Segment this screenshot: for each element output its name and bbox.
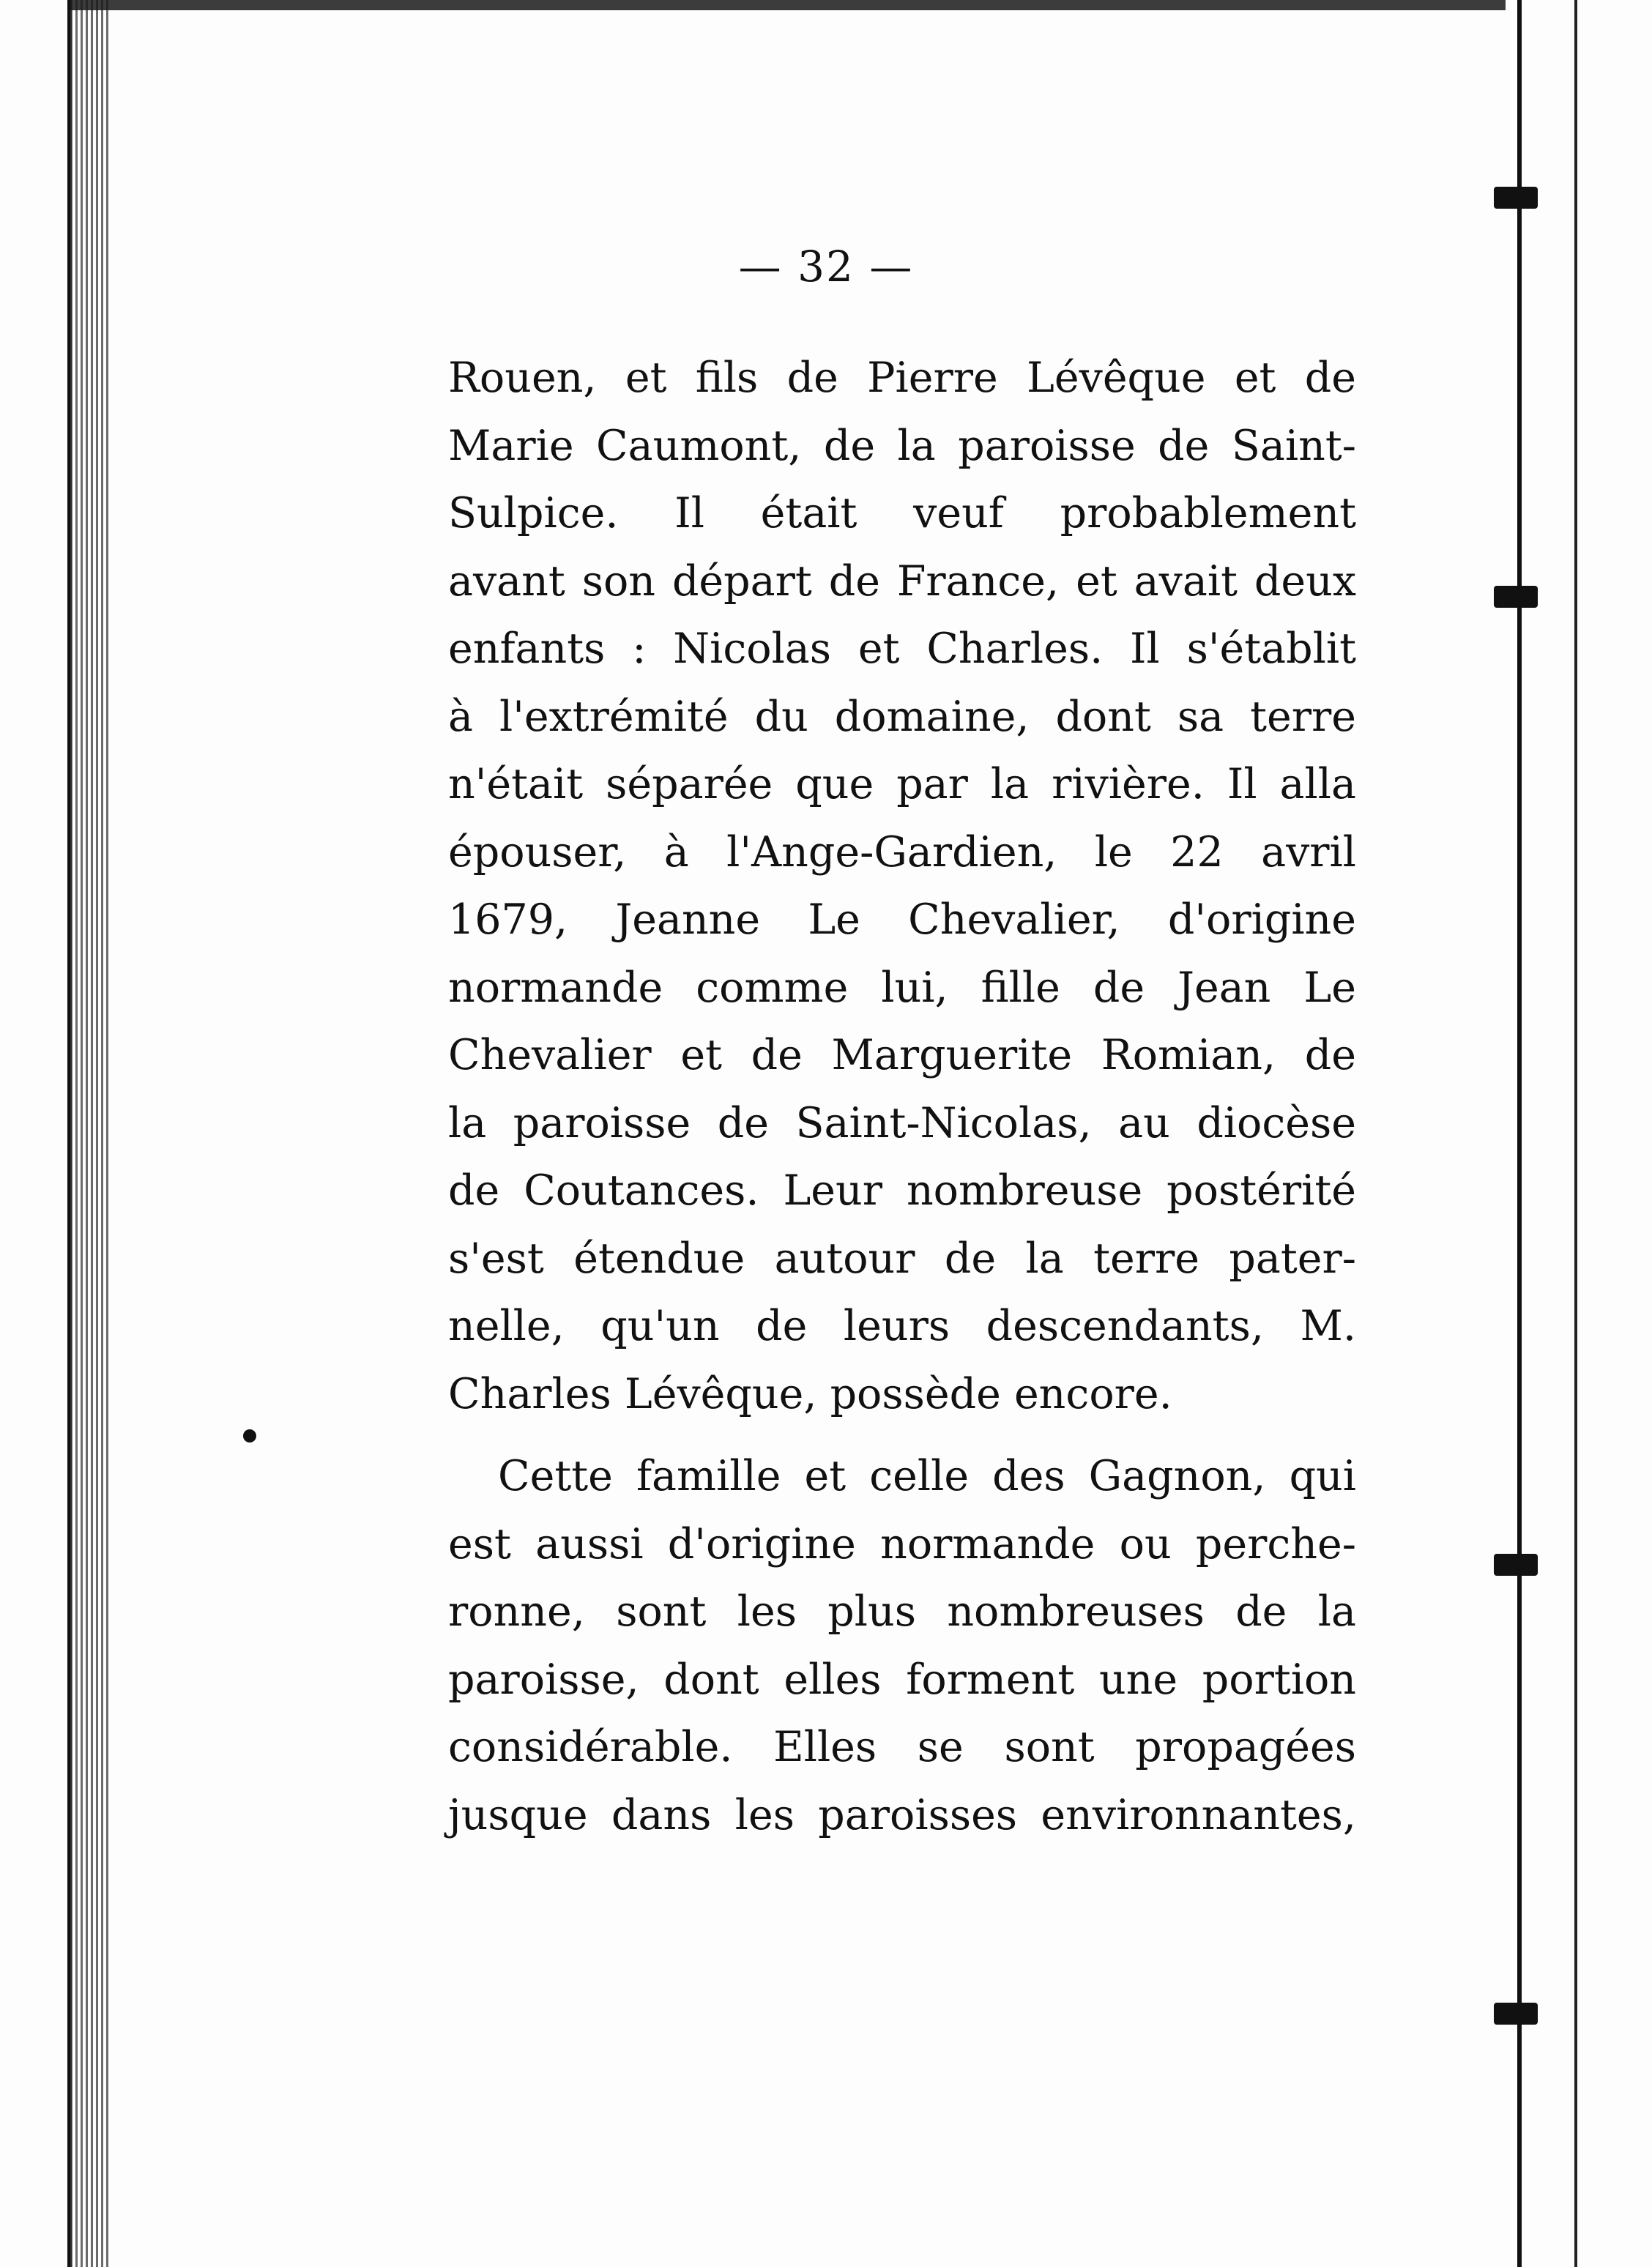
text-line: de Coutances. Leur nombreuse postérité	[448, 1166, 1356, 1215]
body-text	[448, 344, 1356, 1849]
text-line: jusque dans les paroisses environnantes,	[448, 1790, 1356, 1839]
text-line: Sulpice. Il était veuf probablement	[448, 489, 1356, 537]
text-line: n'était séparée que par la rivière. Il alla	[448, 760, 1356, 808]
page-right-edge	[1574, 0, 1577, 2267]
paragraph-gap	[448, 1428, 1356, 1443]
text-line: paroisse, dont elles forment une portion	[448, 1655, 1356, 1704]
text-line: est aussi d'origine normande ou perche-	[448, 1519, 1356, 1568]
text-line: la paroisse de Saint-Nicolas, au diocèse	[448, 1098, 1356, 1147]
text-line: nelle, qu'un de leurs descendants, M.	[448, 1302, 1356, 1350]
text-line: 1679, Jeanne Le Chevalier, d'origine	[448, 896, 1356, 944]
text-line: avant son départ de France, et avait deux	[448, 556, 1356, 606]
binding-knot	[1494, 1554, 1538, 1576]
ink-speck	[243, 1429, 256, 1443]
text-line: enfants : Nicolas et Charles. Il s'établit	[448, 625, 1356, 673]
page-top-edge	[70, 0, 1506, 10]
text-line: épouser, à l'Ange-Gardien, le 22 avril	[448, 827, 1356, 876]
page-number: — 32 —	[738, 242, 914, 291]
text-line: Chevalier et de Marguerite Romian, de	[448, 1031, 1356, 1079]
binding-knot	[1494, 586, 1538, 608]
text-line: Cette famille et celle des Gagnon, qui	[498, 1452, 1356, 1500]
binding-knot	[1494, 187, 1538, 209]
text-line: Marie Caumont, de la paroisse de Saint-	[448, 421, 1356, 470]
text-line: ronne, sont les plus nombreuses de la	[448, 1587, 1356, 1636]
text-line: considérable. Elles se sont propagées	[448, 1723, 1356, 1771]
text-line: normande comme lui, fille de Jean Le	[448, 963, 1356, 1012]
text-line: s'est étendue autour de la terre pater-	[448, 1234, 1356, 1283]
binding-string	[1517, 0, 1522, 2267]
binding-knot	[1494, 2003, 1538, 2025]
text-line: Rouen, et fils de Pierre Lévêque et de	[448, 354, 1356, 402]
text-line: à l'extrémité du domaine, dont sa terre	[448, 692, 1356, 741]
binding-edge-left	[70, 0, 111, 2267]
text-line: Charles Lévêque, possède encore.	[448, 1369, 1172, 1418]
